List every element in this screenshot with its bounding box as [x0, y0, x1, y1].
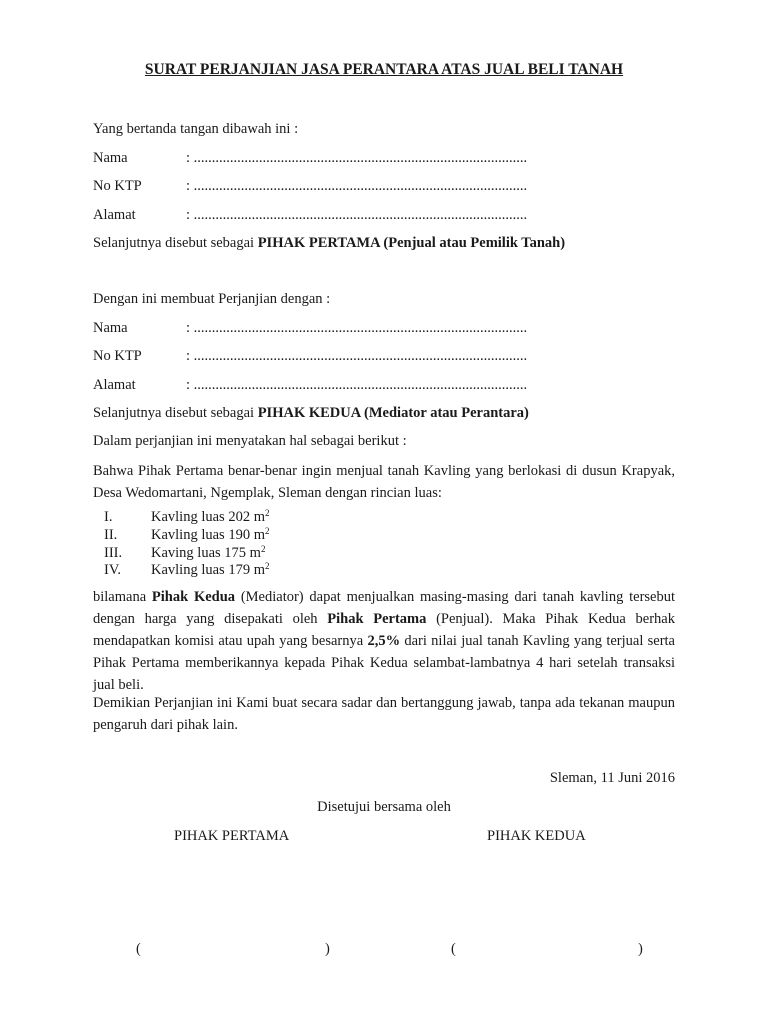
party2-name-label: Nama — [93, 320, 128, 336]
party1-name-label: Nama — [93, 150, 128, 166]
party1-address-field: : ............................................................................................ — [186, 207, 528, 223]
party2-ktp-field: : ............................................................................................ — [186, 348, 528, 364]
plot-item: Kavling luas 202 $m^2$ — [151, 508, 270, 525]
plot-number: II. — [104, 527, 118, 543]
paragraph-commission: bilamana Pihak Kedua (Mediator) dapat menjualkan masing-masing dari tanah kavling tersebut dengan harga yang disepakati oleh Pihak Pertama (Penjual). Maka Pihak Kedua berhak mendapatkan komisi atau upah yang besarnya 2,5% dari nilai jual tanah Kavling yang terjual serta Pihak Pertama memberikannya kepada Pihak Kedua selambat-lambatnya 4 hari setelah transaksi jual beli. — [93, 589, 675, 693]
party2-role: PIHAK KEDUA (Mediator atau Perantara) — [257, 405, 529, 421]
party1-name-field: : ............................................................................................ — [186, 150, 528, 166]
party2-designation: Selanjutnya disebut sebagai PIHAK KEDUA (Mediator atau Perantara) — [93, 405, 529, 421]
place-date: Sleman, 11 Juni 2016 — [549, 770, 675, 786]
signature-open-paren-party2: ( — [451, 941, 456, 957]
signature-close-paren-party1: ) — [325, 941, 330, 957]
paragraph-sale-intent: Bahwa Pihak Pertama benar-benar ingin menjual tanah Kavling yang berlokasi di dusun Krapyak, Desa Wedomartani, Ngemplak, Sleman dengan rincian luas: — [93, 463, 675, 501]
signature-close-paren-party2: ) — [638, 941, 643, 957]
plot-item: Kavling luas 190 $m^2$ — [151, 526, 270, 543]
party2-ktp-label: No KTP — [93, 348, 142, 364]
statement-text: Dalam perjanjian ini menyatakan hal sebagai berikut : — [93, 433, 407, 449]
party1-role: PIHAK PERTAMA (Penjual atau Pemilik Tanah) — [257, 235, 566, 251]
approval-heading: Disetujui bersama oleh — [317, 799, 451, 815]
party2-address-field: : ............................................................................................ — [186, 377, 528, 393]
plot-number: III. — [104, 545, 123, 561]
signature-label-party1: PIHAK PERTAMA — [174, 828, 290, 844]
paragraph-closing: Demikian Perjanjian ini Kami buat secara sadar dan bertanggung jawab, tanpa ada tekanan maupun pengaruh dari pihak lain. — [93, 695, 675, 733]
plot-item: Kavling luas 179 $m^2$ — [151, 561, 270, 578]
party1-address-label: Alamat — [93, 207, 136, 223]
party2-name-field: : ............................................................................................ — [186, 320, 528, 336]
intro2-text: Dengan ini membuat Perjanjian dengan : — [93, 291, 331, 307]
party1-designation: Selanjutnya disebut sebagai PIHAK PERTAMA (Penjual atau Pemilik Tanah) — [93, 235, 566, 251]
plot-item: Kaving luas 175 $m^2$ — [151, 544, 266, 561]
party1-ktp-field: : ............................................................................................ — [186, 178, 528, 194]
document-title: SURAT PERJANJIAN JASA PERANTARA ATAS JUAL BELI TANAH — [144, 61, 624, 78]
plot-number: IV. — [104, 562, 122, 578]
party1-ktp-label: No KTP — [93, 178, 142, 194]
plot-number: I. — [104, 509, 113, 525]
signature-open-paren-party1: ( — [136, 941, 141, 957]
intro-text: Yang bertanda tangan dibawah ini : — [93, 121, 299, 137]
party2-address-label: Alamat — [93, 377, 136, 393]
signature-label-party2: PIHAK KEDUA — [487, 828, 586, 844]
